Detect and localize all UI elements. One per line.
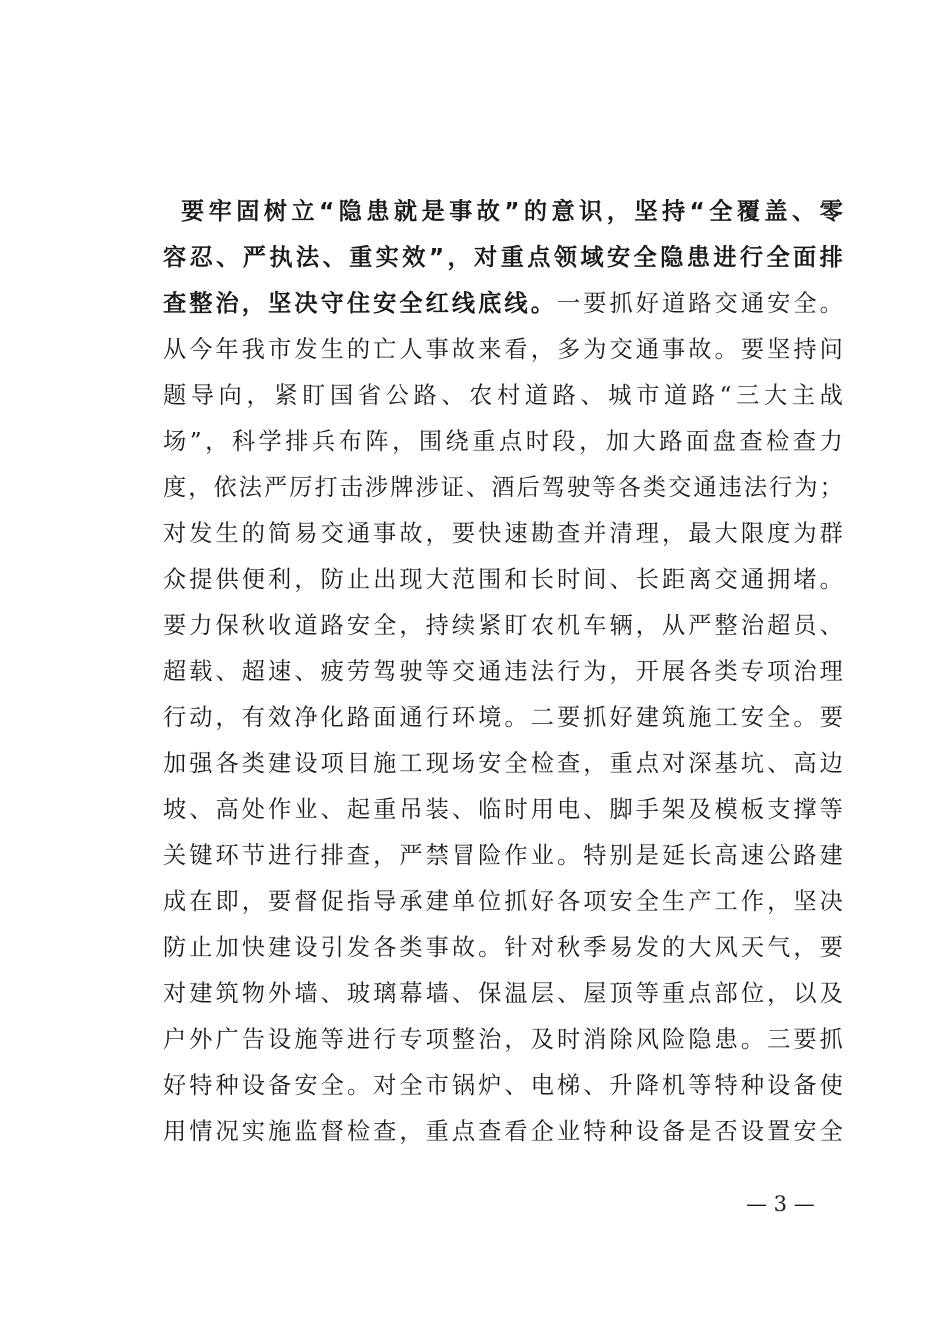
text-line: 对建筑物外墙、玻璃幕墙、保温层、屋顶等重点部位，以及 [163, 980, 843, 1007]
body-paragraph [163, 189, 843, 1155]
text-line: 坡、高处作业、起重吊装、临时用电、脚手架及模板支撑等 [163, 796, 843, 823]
text-line: 场”，科学排兵布阵，围绕重点时段，加大路面盘查检查力 [163, 428, 843, 455]
text-line: 对发生的简易交通事故，要快速勘查并清理，最大限度为群 [163, 520, 843, 547]
text-line-bold-part: 查整治，坚决守住安全红线底线。 [163, 290, 557, 317]
text-line: 从今年我市发生的亡人事故来看，多为交通事故。要坚持问 [163, 336, 843, 363]
text-line: 户外广告设施等进行专项整治，及时消除风险隐患。三要抓 [163, 1026, 843, 1053]
text-line: 防止加快建设引发各类事故。针对秋季易发的大风天气，要 [163, 934, 843, 961]
text-line: 好特种设备安全。对全市锅炉、电梯、升降机等特种设备使 [163, 1072, 843, 1099]
text-line [163, 281, 843, 327]
text-line: 题导向，紧盯国省公路、农村道路、城市道路“三大主战 [163, 382, 843, 409]
text-line: 行动，有效净化路面通行环境。二要抓好建筑施工安全。要 [163, 704, 843, 731]
text-line: 要力保秋收道路安全，持续紧盯农机车辆，从严整治超员、 [163, 612, 843, 639]
text-line: 要牢固树立“隐患就是事故”的意识，坚持“全覆盖、零 [181, 198, 843, 225]
text-line: 众提供便利，防止出现大范围和长时间、长距离交通拥堵。 [163, 566, 843, 593]
text-line: 加强各类建设项目施工现场安全检查，重点对深基坑、高边 [163, 750, 843, 777]
text-line: 度，依法严厉打击涉牌涉证、酒后驾驶等各类交通违法行为； [163, 474, 843, 501]
text-line: 用情况实施监督检查，重点查看企业特种设备是否设置安全 [163, 1118, 843, 1145]
text-line: 成在即，要督促指导承建单位抓好各项安全生产工作，坚决 [163, 888, 843, 915]
text-line: 关键环节进行排查，严禁冒险作业。特别是延长高速公路建 [163, 842, 843, 869]
text-line-regular-part: 一要抓好道路交通安全。 [556, 290, 843, 317]
text-line: 容忍、严执法、重实效”，对重点领域安全隐患进行全面排 [163, 244, 843, 271]
page-number: — 3 — [746, 1192, 815, 1216]
text-line: 超载、超速、疲劳驾驶等交通违法行为，开展各类专项治理 [163, 658, 843, 685]
